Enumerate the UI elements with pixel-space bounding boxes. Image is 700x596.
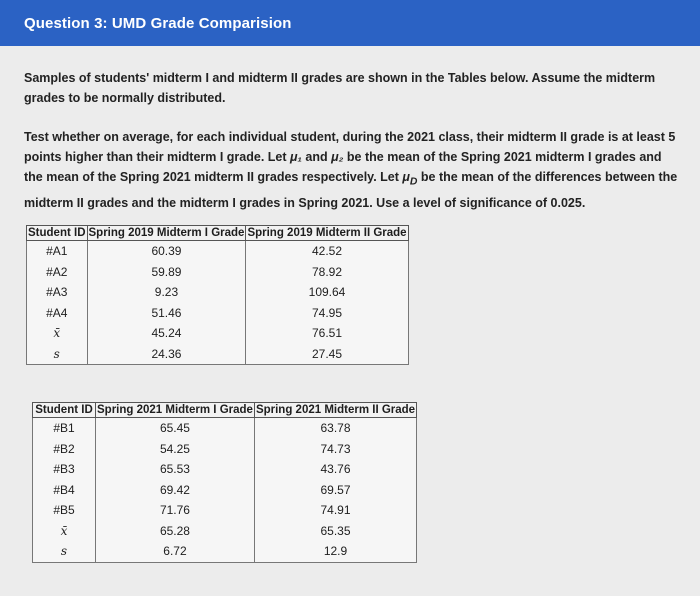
intro-paragraph: Samples of students' midterm I and midterm II grades are shown in the Tables below. Assume the midterm grades to be normally distributed. — [24, 71, 656, 105]
cell-sd-symbol: s — [27, 344, 88, 365]
task-text-3: be the mean of the Spring 2021 midterm I grades and the mean of the Spring 2021 midterm II grades respectively. Let — [24, 150, 662, 184]
table-header-row — [33, 403, 417, 418]
cell-student-id: #B2 — [33, 439, 96, 460]
cell-midterm-2: 69.57 — [254, 480, 416, 501]
table-row — [33, 459, 417, 480]
mud-subscript: D — [409, 176, 418, 188]
task-text-2: and — [301, 150, 332, 164]
cell-midterm-1: 54.25 — [96, 439, 255, 460]
table-row-mean — [27, 323, 409, 344]
table-row-sd — [33, 541, 417, 562]
cell-midterm-1: 6.72 — [96, 541, 255, 562]
mu1-symbol: μ₁ — [290, 150, 302, 164]
cell-midterm-1: 9.23 — [87, 282, 246, 303]
cell-midterm-1: 45.24 — [87, 323, 246, 344]
table-spring-2021 — [32, 402, 417, 563]
cell-midterm-2: 74.91 — [254, 500, 416, 521]
cell-midterm-2: 74.95 — [246, 303, 408, 324]
table-row — [27, 241, 409, 262]
cell-midterm-2: 43.76 — [254, 459, 416, 480]
cell-midterm-2: 63.78 — [254, 418, 416, 439]
col-header-student-id: Student ID — [33, 403, 96, 418]
table-row — [33, 418, 417, 439]
cell-midterm-2: 76.51 — [246, 323, 408, 344]
table-row-mean — [33, 521, 417, 542]
cell-student-id: #B4 — [33, 480, 96, 501]
question-title: Question 3: UMD Grade Comparision — [24, 15, 292, 32]
cell-student-id: #A2 — [27, 262, 88, 283]
cell-student-id: #B3 — [33, 459, 96, 480]
cell-midterm-1: 24.36 — [87, 344, 246, 365]
table-row — [27, 303, 409, 324]
cell-midterm-1: 65.45 — [96, 418, 255, 439]
mu2-symbol: μ₂ — [331, 150, 344, 164]
table-row — [33, 500, 417, 521]
col-header-midterm-1: Spring 2021 Midterm I Grade — [97, 404, 253, 416]
cell-student-id: #B5 — [33, 500, 96, 521]
question-header — [0, 0, 700, 46]
cell-mean-symbol: x̄ — [33, 521, 96, 542]
task-text-4: be the mean of the differences between the midterm II grades and the midterm I grades in Spring 2021. Use a level of significance of 0.025. — [24, 170, 678, 210]
cell-student-id: #A3 — [27, 282, 88, 303]
cell-midterm-1: 51.46 — [87, 303, 246, 324]
col-header-midterm-2: Spring 2019 Midterm II Grade — [247, 227, 407, 239]
cell-midterm-2: 78.92 — [246, 262, 408, 283]
cell-midterm-2: 65.35 — [254, 521, 416, 542]
mud-mu: μ — [402, 170, 410, 184]
cell-midterm-1: 69.42 — [96, 480, 255, 501]
cell-midterm-1: 60.39 — [87, 241, 246, 262]
cell-sd-symbol: s — [33, 541, 96, 562]
cell-midterm-2: 27.45 — [246, 344, 408, 365]
cell-midterm-1: 65.28 — [96, 521, 255, 542]
col-header-midterm-1: Spring 2019 Midterm I Grade — [88, 227, 245, 239]
col-header-student-id: Student ID — [28, 227, 86, 239]
table-row — [27, 262, 409, 283]
cell-midterm-2: 109.64 — [246, 282, 408, 303]
cell-mean-symbol: x̄ — [27, 323, 88, 344]
table-row-sd — [27, 344, 409, 365]
table-row — [33, 439, 417, 460]
cell-midterm-1: 59.89 — [87, 262, 246, 283]
cell-midterm-2: 74.73 — [254, 439, 416, 460]
cell-midterm-1: 71.76 — [96, 500, 255, 521]
task-paragraph — [24, 127, 679, 213]
task-text-1: Test whether on average, for each individual student, during the 2021 class, their midterm II grade is at least 5 points higher than their midterm I grade. Let — [24, 130, 676, 164]
cell-student-id: #A4 — [27, 303, 88, 324]
table-header-row — [27, 226, 409, 241]
cell-student-id: #A1 — [27, 241, 88, 262]
cell-midterm-1: 65.53 — [96, 459, 255, 480]
cell-student-id: #B1 — [33, 418, 96, 439]
mud-symbol — [402, 170, 418, 188]
cell-midterm-2: 12.9 — [254, 541, 416, 562]
col-header-midterm-2: Spring 2021 Midterm II Grade — [255, 404, 416, 416]
table-row — [33, 480, 417, 501]
table-row — [27, 282, 409, 303]
cell-midterm-2: 42.52 — [246, 241, 408, 262]
table-spring-2019 — [26, 225, 409, 365]
